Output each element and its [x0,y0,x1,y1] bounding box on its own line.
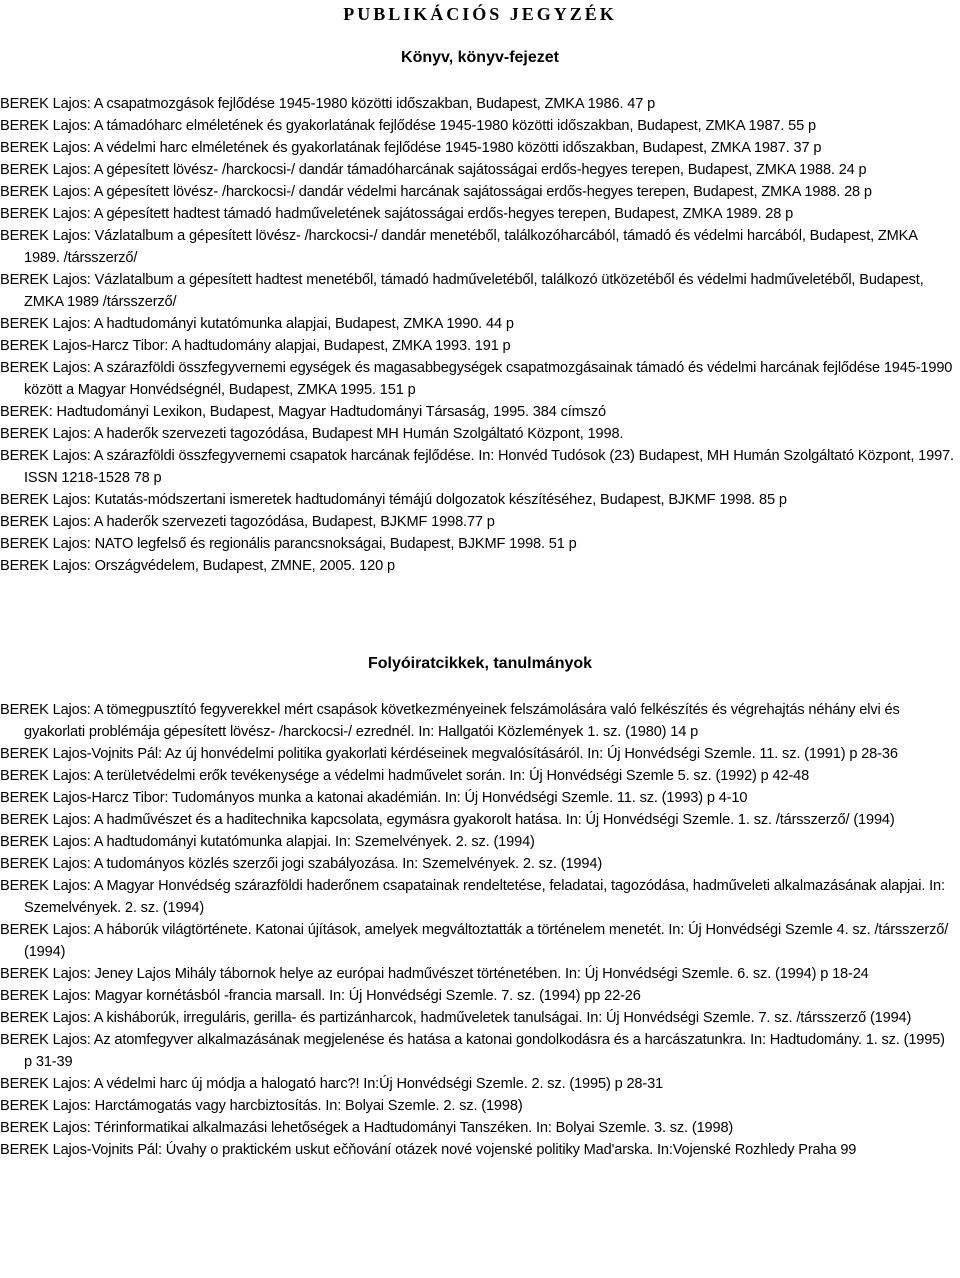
publication-entry: BEREK Lajos: A támadóharc elméletének és gyakorlatának fejlődése 1945-1980 közötti időszakban, Budapest, ZMKA 1987. 55 p [0,118,816,134]
publication-entry: BEREK Lajos: A kisháborúk, irreguláris, gerilla- és partizánharcok, hadműveletek tanulságai. In: Új Honvédségi Szemle. 7. sz. /társszerző (1994) [0,1010,912,1026]
publication-entry: BEREK Lajos: Kutatás-módszertani ismeretek hadtudományi témájú dolgozatok készítéséhez, Budapest, BJKMF 1998. 85 p [0,492,787,508]
articles-list [0,699,955,1161]
publication-entry: BEREK Lajos: A védelmi harc elméletének és gyakorlatának fejlődése 1945-1980 közötti időszakban, Budapest, ZMKA 1987. 37 p [0,140,822,156]
publication-entry: BEREK Lajos: A gépesített lövész- /harckocsi-/ dandár támadóharcának sajátosságai erdős-hegyes terepen, Budapest, ZMKA 1988. 24 p [0,162,867,178]
publication-entry: BEREK Lajos: A területvédelmi erők tevékenysége a védelmi hadművelet során. In: Új Honvédségi Szemle 5. sz. (1992) p 42-48 [0,768,810,784]
publication-entry: BEREK Lajos: A hadtudományi kutatómunka alapjai. In: Szemelvények. 2. sz. (1994) [0,834,535,850]
publication-entry: BEREK Lajos: Országvédelem, Budapest, ZMNE, 2005. 120 p [0,558,395,574]
publication-entry: BEREK Lajos: A csapatmozgások fejlődése 1945-1980 közötti időszakban, Budapest, ZMKA 1986. 47 p [0,96,656,112]
page-title: PUBLIKÁCIÓS JEGYZÉK [343,4,617,24]
publication-entry: BEREK Lajos: Térinformatikai alkalmazási lehetőségek a Hadtudományi Tanszéken. In: Bolyai Szemle. 3. sz. (1998) [0,1120,734,1136]
publication-entry: BEREK Lajos-Harcz Tibor: A hadtudomány alapjai, Budapest, ZMKA 1993. 191 p [0,338,511,354]
books-list [0,93,955,577]
publication-entry: BEREK Lajos: A hadtudományi kutatómunka alapjai, Budapest, ZMKA 1990. 44 p [0,316,514,332]
publication-entry: BEREK Lajos: NATO legfelső és regionális parancsnokságai, Budapest, BJKMF 1998. 51 p [0,536,577,552]
publication-entry: BEREK Lajos: A haderők szervezeti tagozódása, Budapest, BJKMF 1998.77 p [0,514,495,530]
publication-entry: BEREK Lajos-Vojnits Pál: Úvahy o praktickém uskut ečňování otázek nové vojenské politiky Mad'arska. In:Vojenské Rozhledy Praha 99 [0,1142,857,1158]
publication-entry: BEREK Lajos: A háborúk világtörténete. Katonai újítások, amelyek megváltoztatták a történelem menetét. In: Új Honvédségi Szemle 4. sz. /társszerző/ (1994) [0,922,949,960]
publication-entry: BEREK Lajos: A szárazföldi összfegyvernemi csapatok harcának fejlődése. In: Honvéd Tudósok (23) Budapest, MH Humán Szolgáltató Központ, 1997. ISSN 1218-1528 78 p [0,448,954,486]
section-heading-articles: Folyóiratcikkek, tanulmányok [367,655,593,672]
publication-entry: BEREK Lajos-Vojnits Pál: Az új honvédelmi politika gyakorlati kérdéseinek megvalósításáról. In: Új Honvédségi Szemle. 11. sz. (1991) p 28-36 [0,746,898,762]
publication-entry: BEREK: Hadtudományi Lexikon, Budapest, Magyar Hadtudományi Társaság, 1995. 384 címszó [0,404,606,420]
publication-entry: BEREK Lajos: Az atomfegyver alkalmazásának megjelenése és hatása a katonai gondolkodásra és a harcászatunkra. In: Hadtudomány. 1. sz. (1995) p 31-39 [0,1032,945,1070]
publication-entry: BEREK Lajos: A tudományos közlés szerzői jogi szabályozása. In: Szemelvények. 2. sz. (1994) [0,856,603,872]
publication-entry: BEREK Lajos: A gépesített lövész- /harckocsi-/ dandár védelmi harcának sajátosságai erdős-hegyes terepen, Budapest, ZMKA 1988. 28 p [0,184,872,200]
publication-entry: BEREK Lajos: A Magyar Honvédség szárazföldi haderőnem csapatainak rendeltetése, feladatai, tagozódása, hadműveleti alkalmazásának alapjai. In: Szemelvények. 2. sz. (1994) [0,878,945,916]
publication-entry: BEREK Lajos-Harcz Tibor: Tudományos munka a katonai akadémián. In: Új Honvédségi Szemle. 11. sz. (1993) p 4-10 [0,790,748,806]
publication-entry: BEREK Lajos: A haderők szervezeti tagozódása, Budapest MH Humán Szolgáltató Központ, 1998. [0,426,624,442]
publication-entry: BEREK Lajos: Magyar kornétásból -francia marsall. In: Új Honvédségi Szemle. 7. sz. (1994) pp 22-26 [0,988,641,1004]
publication-entry: BEREK Lajos: A szárazföldi összfegyvernemi egységek és magasabbegységek csapatmozgásainak támadó és védelmi harcának fejlődése 1945-1990 között a Magyar Honvédségnél, Budapest, ZMKA 1995. 151 p [0,360,953,398]
publication-entry: BEREK Lajos: Vázlatalbum a gépesített lövész- /harckocsi-/ dandár menetéből, találkozóharcából, támadó és védelmi harcából, Budapest, ZMKA 1989. /társszerző/ [0,228,918,266]
section-heading-books: Könyv, könyv-fejezet [401,49,559,66]
publication-entry: BEREK Lajos: Harctámogatás vagy harcbiztosítás. In: Bolyai Szemle. 2. sz. (1998) [0,1098,523,1114]
publication-entry: BEREK Lajos: A tömegpusztító fegyverekkel mért csapások következményeinek felszámolására való felkészítés és végrehajtás néhány elvi és gyakorlati problémája gépesített lövész- /harckocsi-/ ezrednél. In: Hallgatói Közlemények 1. sz. (1980) 14 p [0,702,900,740]
publication-entry: BEREK Lajos: Jeney Lajos Mihály tábornok helye az európai hadművészet történetében. In: Új Honvédségi Szemle. 6. sz. (1994) p 18-24 [0,966,869,982]
publication-entry: BEREK Lajos: A gépesített hadtest támadó hadműveletének sajátosságai erdős-hegyes terepen, Budapest, ZMKA 1989. 28 p [0,206,794,222]
publication-entry: BEREK Lajos: Vázlatalbum a gépesített hadtest menetéből, támadó hadműveletéből, találkozó ütközetéből és védelmi hadműveletéből, Budapest, ZMKA 1989 /társszerző/ [0,272,924,310]
publication-entry: BEREK Lajos: A védelmi harc új módja a halogató harc?! In:Új Honvédségi Szemle. 2. sz. (1995) p 28-31 [0,1076,664,1092]
publication-entry: BEREK Lajos: A hadművészet és a haditechnika kapcsolata, egymásra gyakorolt hatása. In: Új Honvédségi Szemle. 1. sz. /társszerző/ (1994) [0,812,895,828]
